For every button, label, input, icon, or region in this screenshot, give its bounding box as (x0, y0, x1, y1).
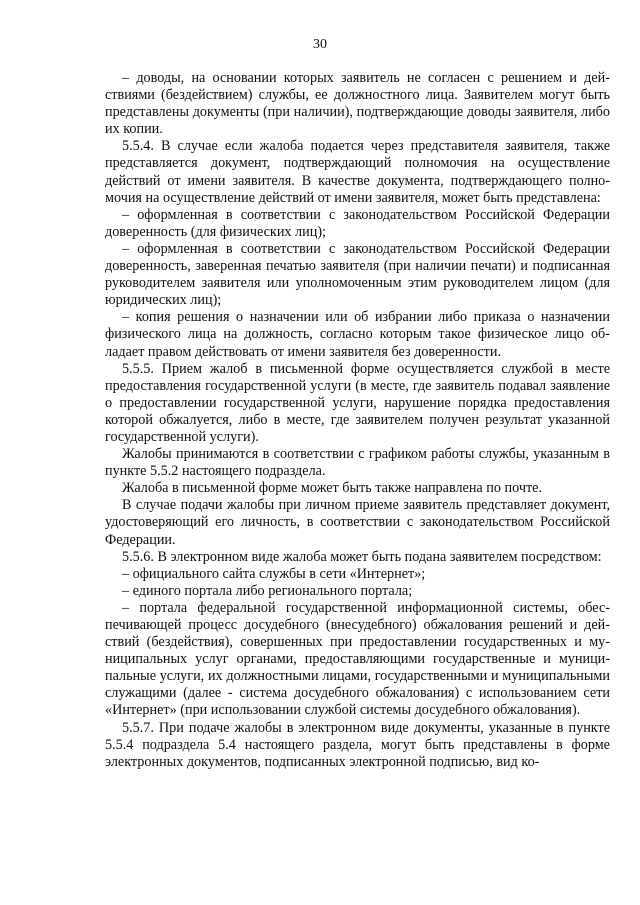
paragraph-arguments: – доводы, на основании которых заявитель не согласен с решением и действиями (бездействием) службы, ее должностного лица. Заявителем могут быть представлены документы (при наличии), подтверждающие доводы заявителя, либо их копии. (105, 70, 610, 138)
paragraph-personal-reception: В случае подачи жалобы при личном приеме заявитель представляет документ, удостоверяющий его личность, в соответствии с законодательством Российской Федерации. (105, 497, 610, 548)
document-body (105, 70, 610, 771)
list-item-federal-portal: – портала федеральной государственной информационной системы, обеспечивающей процесс досудебного (внесудебного) обжалования решений и действий (бездействия), совершенных при предоставлении государственных и муниципальных услуг органами, предоставляющими государственные и муниципальные услуги, их должностными лицами, государственными и муниципальными служащими (далее - система досудебного обжалования) с использованием сети «Интернет» (при использовании службой системы досудебного обжалования). (105, 599, 610, 719)
paragraph-schedule: Жалобы принимаются в соответствии с графиком работы службы, указанным в пункте 5.5.2 настоящего подраздела. (105, 446, 610, 480)
paragraph-5-5-4: 5.5.4. В случае если жалоба подается через представителя заявителя, также представляется документ, подтверждающий полномочия на осуществление действий от имени заявителя. В качестве документа, подтверждающего полномочия на осуществление действий от имени заявителя, может быть представлена: (105, 138, 610, 206)
list-item-power-of-attorney-legal-entities: – оформленная в соответствии с законодательством Российской Федерации доверенность, заверенная печатью заявителя (при наличии печати) и подписанная руководителем заявителя или уполномоченным этим руководителем лицом (для юридических лиц); (105, 240, 610, 309)
list-item-unified-portal: – единого портала либо регионального портала; (122, 582, 413, 599)
list-item-official-site: – официального сайта службы в сети «Интернет»; (122, 565, 426, 582)
paragraph-5-5-6: 5.5.6. В электронном виде жалоба может быть подана заявителем посредством: (122, 548, 602, 565)
paragraph-5-5-7: 5.5.7. При подаче жалобы в электронном виде документы, указанные в пункте 5.5.4 подраздела 5.4 настоящего раздела, могут быть представлены в форме электронных документов, подписанных электронной подписью, вид ко- (105, 719, 610, 770)
paragraph-mail: Жалоба в письменной форме может быть также направлена по почте. (122, 480, 543, 497)
page-number: 30 (313, 37, 327, 52)
paragraph-5-5-5: 5.5.5. Прием жалоб в письменной форме осуществляется службой в месте предоставления государственной услуги (в месте, где заявитель подавал заявление о предоставлении государственной услуги, нарушение порядка предоставления которой обжалуется, либо в месте, где заявителем получен результат указанной государственной услуги). (105, 360, 610, 445)
list-item-appointment-decision-copy: – копия решения о назначении или об избрании либо приказа о назначении физического лица на должность, согласно которым такое физическое лицо обладает правом действовать от имени заявителя без доверенности. (105, 309, 610, 360)
list-item-power-of-attorney-individuals: – оформленная в соответствии с законодательством Российской Федерации доверенность (для физических лиц); (105, 206, 610, 240)
